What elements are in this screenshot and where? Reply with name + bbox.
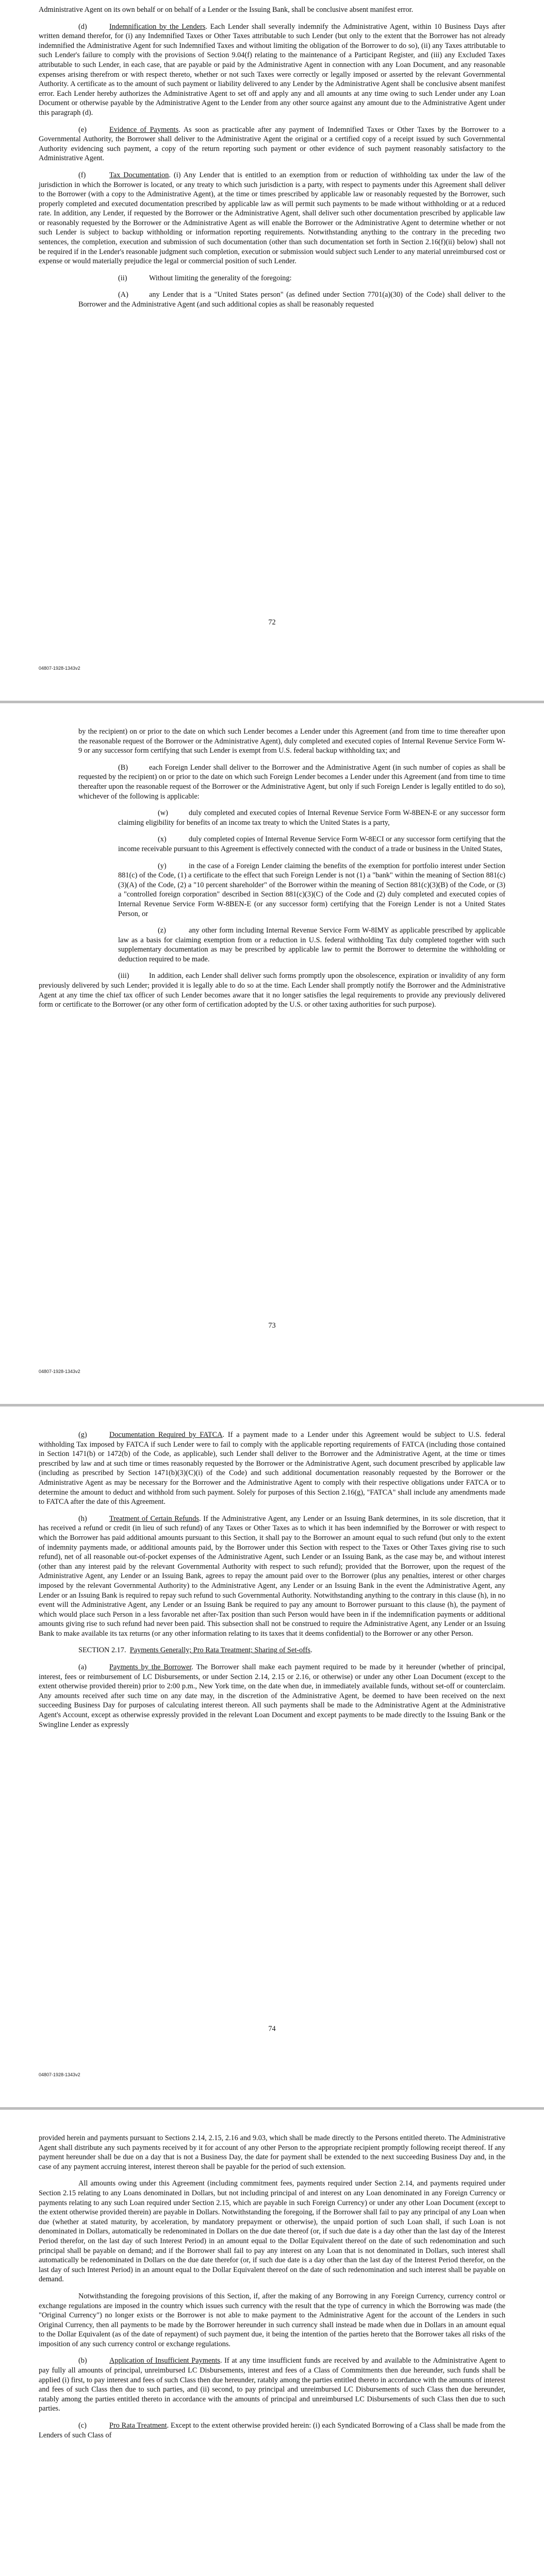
paragraph: (iii) In addition, each Lender shall deliver such forms promptly upon the obsolescence, expiration or invalidity of any form previously delivered by such Lender; provided it is legally able to do so at the time. Each Lender shall promptly notify the Borrower and the Administrative Agent at any time the chief tax officer of such Lender becomes aware that it no longer satisfies the legal requirements to provide any previously delivered form or certificate to the Borrower (or any other form of certification adopted by the U.S. or other taxing authorities for such purpose). xyxy=(39,972,505,1009)
section-heading: SECTION 2.17. Payments Generally; Pro Rata Treatment; Sharing of Set-offs. xyxy=(78,1646,312,1655)
paragraph-label: (d) xyxy=(78,22,87,31)
paragraph-label: (a) xyxy=(78,1663,87,1672)
paragraph: Administrative Agent on its own behalf or on behalf of a Lender or the Issuing Bank, shall be conclusive absent manifest error. xyxy=(39,6,414,14)
paragraph: All amounts owing under this Agreement (including commitment fees, payments required under Section 2.14, and payments required under Section 2.15 relating to any Loans denominated in Dollars, but not including principal of and interest on any Loan denominated in any Foreign Currency or payments relating to any such Loan required under Section 2.15, which are payable in such Foreign Currency) or under any other Loan Document (except to the extent otherwise provided therein) are payable in Dollars. Notwithstanding the foregoing, if the Borrower shall fail to pay any principal of any Loan when due (whether at stated maturity, by acceleration, by mandatory prepayment or otherwise), the unpaid portion of such Loan shall, if such Loan is not denominated in Dollars, automatically be redenominated in Dollars on the due date thereof (or, if such due date is a day other than the last day of the Interest Period therefor, on the last day of such Interest Period) in an amount equal to the Dollar Equivalent thereof on the date of such redenomination and such principal shall be payable on demand; and if the Borrower shall fail to pay any interest on any Loan that is not denominated in Dollars, such interest shall automatically be redenominated in Dollars on the due date therefor (or, if such due date is a day other than the last day of the Interest Period therefor, on the last day of such Interest Period) in an amount equal to the Dollar Equivalent thereof on the date of such redenomination and such interest shall be payable on demand. xyxy=(39,2179,505,2284)
document-id: 04807-1928-1343v2 xyxy=(39,2072,80,2077)
paragraph: (d) Indemnification by the Lenders. Each Lender shall severally indemnify the Administrative Agent, within 10 Business Days after written demand therefor, for (i) any Indemnified Taxes or Other Taxes attributable to such Lender (but only to the extent that the Borrower has not already indemnified the Administrative Agent for such Indemnified Taxes and without limiting the obligation of the Borrower to do so), (ii) any Taxes attributable to such Lender's failure to comply with the provisions of Section 9.04(f) relating to the maintenance of a Participant Register, and (iii) any Excluded Taxes attributable to such Lender, in each case, that are payable or paid by the Administrative Agent in connection with any Loan Document, and any reasonable expenses arising therefrom or with respect thereto, whether or not such Taxes were correctly or legally imposed or asserted by the relevant Governmental Authority. A certificate as to the amount of such payment or liability delivered to any Lender by the Administrative Agent shall be conclusive absent manifest error. Each Lender hereby authorizes the Administrative Agent to set off and apply any and all amounts at any time owing to such Lender under any Loan Document or otherwise payable by the Administrative Agent to the Lender from any other source against any amount due to the Administrative Agent under this paragraph (d). xyxy=(39,22,506,117)
paragraph-label: (x) xyxy=(158,835,167,844)
page-number: 73 xyxy=(268,1321,276,1330)
paragraph: (z) any other form including Internal Revenue Service Form W-8IMY as applicable prescribed by applicable law as a basis for claiming exemption from or a reduction in U.S. federal withholding Tax duly completed together with such supplementary documentation as may be prescribed by applicable law to permit the Borrower to determine the withholding or deduction required to be made. xyxy=(118,926,505,963)
paragraph: by the recipient) on or prior to the date on which such Lender becomes a Lender under this Agreement (and from time to time thereafter upon the reasonable request of the Borrower or the Administrative Agent), duly completed and executed copies of Internal Revenue Service Form W-9 or any successor form certifying that such Lender is exempt from U.S. federal backup withholding tax; and xyxy=(78,727,505,755)
paragraph-label: (h) xyxy=(78,1514,87,1523)
paragraph-heading: Documentation Required by FATCA xyxy=(109,1431,223,1439)
paragraph-label: (b) xyxy=(78,2357,87,2365)
paragraph: (B) each Foreign Lender shall deliver to the Borrower and the Administrative Agent (in such number of copies as shall be requested by the recipient) on or prior to the date on which such Foreign Lender becomes a Lender under this Agreement (and from time to time thereafter upon the reasonable request of the Borrower or the Administrative Agent, but only if such Foreign Lender is legally entitled to do so), whichever of the following is applicable: xyxy=(78,763,505,801)
paragraph: (b) Application of Insufficient Payments. If at any time insufficient funds are received by and available to the Administrative Agent to pay fully all amounts of principal, unreimbursed LC Disbursements, interest and fees of a Class of Commitments then due hereunder, such funds shall be applied (i) first, to pay interest and fees of such Class then due hereunder, ratably among the parties entitled thereto in accordance with the amounts of interest and fees of such Class then due to such parties, and (ii) second, to pay principal and unreimbursed LC Disbursements of such Class then due hereunder, ratably among the parties entitled thereto in accordance with the amounts of principal and unreimbursed LC Disbursements of such Class then due to such parties. xyxy=(39,2357,505,2413)
paragraph-label: (A) xyxy=(118,291,128,299)
paragraph: provided herein and payments pursuant to Sections 2.14, 2.15, 2.16 and 9.03, which shall be made directly to the Persons entitled thereto. The Administrative Agent shall distribute any such payments received by it for account of any other Person to the appropriate recipient promptly following receipt thereof. If any payment hereunder shall be due on a day that is not a Business Day, the date for payment shall be extended to the next succeeding Business Day and, in the case of any payment accruing interest, interest thereon shall be payable for the period of such extension. xyxy=(39,2134,505,2171)
paragraph: (A) any Lender that is a "United States person" (as defined under Section 7701(a)(30) of the Code) shall deliver to the Borrower and the Administrative Agent (and such additional copies as shall be reasonably requested xyxy=(78,291,505,309)
paragraph-heading: Treatment of Certain Refunds xyxy=(109,1514,199,1523)
paragraph-label: (ii) xyxy=(118,274,127,282)
document-page xyxy=(0,703,544,1404)
paragraph: (h) Treatment of Certain Refunds. If the Administrative Agent, any Lender or an Issuing Bank determines, in its sole discretion, that it has received a refund or credit (in lieu of such refund) of any Taxes or Other Taxes as to which it has been indemnified by the Borrower or with respect to which the Borrower has paid additional amounts pursuant to this Section, it shall pay to the Borrower an amount equal to such refund (but only to the extent of indemnity payments made, or additional amounts paid, by the Borrower under this Section with respect to the Taxes or Other Taxes giving rise to such refund), net of all reasonable out-of-pocket expenses of the Administrative Agent, such Lender or an Issuing Bank, as the case may be, and without interest (other than any interest paid by the relevant Governmental Authority with respect to such refund); provided that the Borrower, upon the request of the Administrative Agent, any Lender or an Issuing Bank, agrees to repay the amount paid over to the Borrower (plus any penalties, interest or other charges imposed by the relevant Governmental Authority) to the Administrative Agent, any Lender or an Issuing Bank in the event the Administrative Agent, any Lender or an Issuing Bank is required to repay such refund to such Governmental Authority. Notwithstanding anything to the contrary in this clause (h), in no event will the Administrative Agent, any Lender or an Issuing Bank be required to pay any amount to Borrower pursuant to this clause (h), the payment of which would place such Person in a less favorable net after-Tax position than such Person would have been in if the indemnification payments or additional amounts giving rise to such refund had never been paid. This subsection shall not be construed to require the Administrative Agent, any Lender or an Issuing Bank to make available its tax returns (or any other information relating to its taxes that it deems confidential) to the Borrower or any other Person. xyxy=(39,1514,505,1638)
paragraph-label: (g) xyxy=(78,1431,87,1439)
document-page xyxy=(0,2110,544,2576)
paragraph-heading: Tax Documentation xyxy=(109,171,169,179)
paragraph: (w) duly completed and executed copies of Internal Revenue Service Form W-8BEN-E or any successor form claiming eligibility for benefits of an income tax treaty to which the United States is a party, xyxy=(118,809,505,827)
paragraph-heading: Pro Rata Treatment xyxy=(109,2421,167,2430)
paragraph-label: (c) xyxy=(78,2421,87,2430)
paragraph: (f) Tax Documentation. (i) Any Lender that is entitled to an exemption from or reduction of withholding tax under the law of the jurisdiction in which the Borrower is located, or any treaty to which such jurisdiction is a party, with respect to payments under this Agreement shall deliver to the Borrower (with a copy to the Administrative Agent), at the time or times prescribed by applicable law or reasonably requested by the Borrower, such properly completed and executed documentation prescribed by applicable law as will permit such payments to be made without withholding or at a reduced rate. In addition, any Lender, if requested by the Borrower or the Administrative Agent, shall deliver such other documentation prescribed by applicable law or reasonably requested by the Borrower or the Administrative Agent as will enable the Borrower or the Administrative Agent to determine whether or not such Lender is subject to backup withholding or information reporting requirements. Notwithstanding anything to the contrary in the preceding two sentences, the completion, execution and submission of such documentation (other than such documentation set forth in Section 2.16(f)(ii) below) shall not be required if in the Lender's reasonable judgment such completion, execution or submission would subject such Lender to any material unreimbursed cost or expense or would materially prejudice the legal or commercial position of such Lender. xyxy=(39,171,506,266)
paragraph-label: (y) xyxy=(158,861,167,870)
paragraph-heading: Indemnification by the Lenders xyxy=(109,22,206,31)
paragraph-heading: Payments by the Borrower xyxy=(109,1663,192,1672)
paragraph: (g) Documentation Required by FATCA. If a payment made to a Lender under this Agreement would be subject to U.S. federal withholding Tax imposed by FATCA if such Lender were to fail to comply with the applicable reporting requirements of FATCA (including those contained in Section 1471(b) or 1472(b) of the Code, as applicable), such Lender shall deliver to the Borrower and the Administrative Agent, at the time or times prescribed by law and at such time or times reasonably requested by the Borrower or the Administrative Agent, such document prescribed by applicable law (including as prescribed by Section 1471(b)(3)(C)(i) of the Code) and such additional documentation reasonably requested by the Borrower or the Administrative Agent as may be necessary for the Borrower and the Administrative Agent to comply with their respective obligations under FATCA or to determine the amount to deduct and withhold from such payment. Solely for purposes of this Section 2.16(g), "FATCA" shall include any amendments made to FATCA after the date of this Agreement. xyxy=(39,1431,506,1506)
paragraph-label: (B) xyxy=(118,763,128,772)
paragraph: (ii) Without limiting the generality of the foregoing: xyxy=(118,274,292,282)
document-page xyxy=(0,1406,544,2107)
document-id: 04807-1928-1343v2 xyxy=(39,1369,80,1374)
paragraph-label: (e) xyxy=(78,125,87,134)
paragraph-label: (iii) xyxy=(118,972,129,980)
page-number: 74 xyxy=(268,2025,276,2033)
section-title: Payments Generally; Pro Rata Treatment; Sharing of Set-offs xyxy=(129,1646,311,1655)
document-page xyxy=(0,0,544,701)
paragraph: Notwithstanding the foregoing provisions of this Section, if, after the making of any Borrowing in any Foreign Currency, currency control or exchange regulations are imposed in the country which issues such currency with the result that the type of currency in which the Borrowing was made (the "Original Currency") no longer exists or the Borrower is not able to make payment to the Administrative Agent for the account of the Lenders in such Original Currency, then all payments to be made by the Borrower hereunder in such currency shall instead be made when due in Dollars in an amount equal to the Dollar Equivalent (as of the date of repayment) of such payment due, it being the intention of the parties hereto that the Borrower takes all risks of the imposition of any such currency control or exchange regulations. xyxy=(39,2292,505,2348)
paragraph-label: (f) xyxy=(78,171,86,179)
paragraph: (a) Payments by the Borrower. The Borrower shall make each payment required to be made by it hereunder (whether of principal, interest, fees or reimbursement of LC Disbursements, or under Section 2.14, 2.15 or 2.16, or otherwise) or under any other Loan Document (except to the extent otherwise provided therein) prior to 2:00 p.m., New York time, on the date when due, in immediately available funds, without set-off or counterclaim. Any amounts received after such time on any date may, in the discretion of the Administrative Agent, be deemed to have been received on the next succeeding Business Day for purposes of calculating interest thereon. All such payments shall be made to the Administrative Agent at the Administrative Agent's Account, except as otherwise expressly provided in the relevant Loan Document and except payments to be made directly to the Issuing Bank or the Swingline Lender as expressly xyxy=(39,1663,505,1729)
document-id: 04807-1928-1343v2 xyxy=(39,666,80,671)
paragraph: (c) Pro Rata Treatment. Except to the extent otherwise provided herein: (i) each Syndicated Borrowing of a Class shall be made from the Lenders of such Class of xyxy=(39,2421,505,2439)
section-label: SECTION 2.17. xyxy=(78,1646,126,1655)
page-number: 72 xyxy=(268,618,276,626)
paragraph-heading: Application of Insufficient Payments xyxy=(109,2357,220,2365)
paragraph-label: (w) xyxy=(158,809,168,818)
paragraph: (e) Evidence of Payments. As soon as practicable after any payment of Indemnified Taxes or Other Taxes by the Borrower to a Governmental Authority, the Borrower shall deliver to the Administrative Agent the original or a certified copy of a receipt issued by such Governmental Authority evidencing such payment, a copy of the return reporting such payment or other evidence of such payment reasonably satisfactory to the Administrative Agent. xyxy=(39,125,505,163)
paragraph: (y) in the case of a Foreign Lender claiming the benefits of the exemption for portfolio interest under Section 881(c) of the Code, (1) a certificate to the effect that such Foreign Lender is not (1) a "bank" within the meaning of Section 881(c)(3)(A) of the Code, (2) a "10 percent shareholder" of the Borrower within the meaning of Section 881(c)(3)(B) of the Code, or (3) a "controlled foreign corporation" described in Section 881(c)(3)(C) of the Code and (2) duly completed and executed copies of Internal Revenue Service Form W-8BEN-E (or any successor form) certifying that the Foreign Lender is not a United States Person, or xyxy=(118,861,505,918)
paragraph-label: (z) xyxy=(158,926,166,935)
paragraph-heading: Evidence of Payments xyxy=(109,125,179,134)
paragraph: (x) duly completed copies of Internal Revenue Service Form W-8ECI or any successor form certifying that the income receivable pursuant to this Agreement is effectively connected with the conduct of a trade or business in the United States, xyxy=(118,835,505,853)
